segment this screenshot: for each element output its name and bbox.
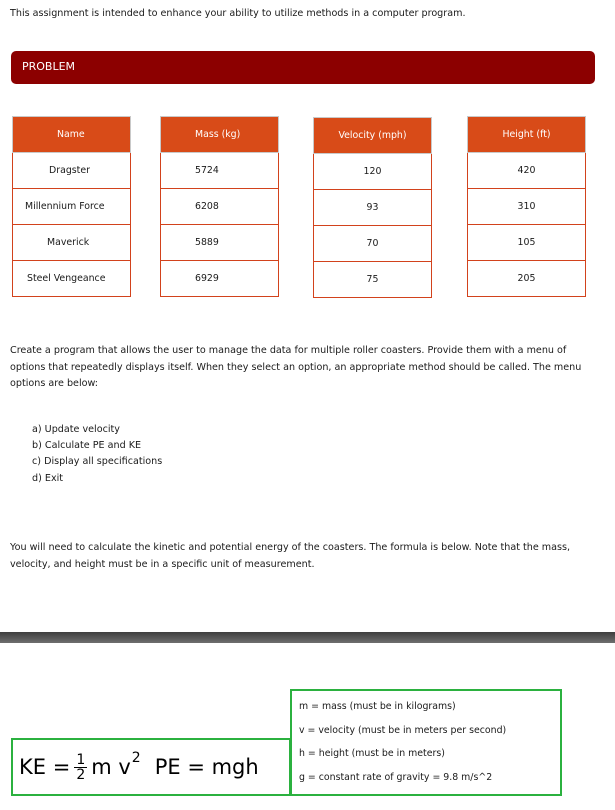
pe-formula: PE = mgh: [154, 755, 259, 779]
table-cell: Steel Vengeance: [12, 261, 131, 297]
table-cell: 75: [313, 262, 432, 298]
table-cell: Millennium Force: [12, 189, 131, 225]
page-separator: [0, 632, 615, 643]
description-paragraph: Create a program that allows the user to manage the data for multiple roller coasters. Provide them with a menu of options that repeatedly displays itself. When they select an option, an appropriate method should be called. The menu options are below:: [10, 345, 582, 389]
section-title: PROBLEM: [22, 60, 76, 73]
column-header: Name: [12, 116, 131, 153]
table-cell: 420: [467, 153, 586, 189]
variable-definition: g = constant rate of gravity = 9.8 m/s^2: [299, 771, 493, 783]
list-item: c) Display all specifications: [32, 456, 163, 468]
variable-definition: v = velocity (must be in meters per second): [299, 724, 507, 736]
list-item: b) Calculate PE and KE: [32, 440, 142, 452]
variable-definition: m = mass (must be in kilograms): [299, 701, 456, 712]
formula-box: [11, 738, 291, 796]
fraction-denominator: 2: [76, 766, 86, 783]
half-fraction: [74, 753, 87, 782]
table-cell: 105: [467, 225, 586, 261]
table-cell: 5889: [160, 225, 279, 261]
table-column-velocity: [313, 117, 432, 298]
table-column-height: [467, 116, 586, 297]
table-cell: 6208: [160, 189, 279, 225]
ke-terms: m v: [91, 755, 131, 779]
table-cell: Dragster: [12, 153, 131, 189]
table-cell: 5724: [160, 153, 279, 189]
ke-label: KE =: [19, 755, 71, 779]
intro-text: This assignment is intended to enhance your ability to utilize methods in a computer program.: [10, 8, 466, 19]
fraction-numerator: 1: [76, 751, 86, 768]
list-item: a) Update velocity: [32, 424, 120, 435]
column-header: Velocity (mph): [313, 117, 432, 154]
table-column-mass: [160, 116, 279, 297]
column-header: Mass (kg): [160, 116, 279, 153]
problem-banner: [11, 51, 595, 84]
table-cell: 120: [313, 154, 432, 190]
table-column-name: [12, 116, 131, 297]
table-cell: 93: [313, 190, 432, 226]
column-header: Height (ft): [467, 116, 586, 153]
variable-definition: h = height (must be in meters): [299, 748, 445, 759]
table-cell: 310: [467, 189, 586, 225]
exponent: 2: [131, 750, 141, 766]
table-cell: Maverick: [12, 225, 131, 261]
list-item: d) Exit: [32, 472, 64, 484]
energy-note-paragraph: You will need to calculate the kinetic and potential energy of the coasters. The formula is below. Note that the mass, velocity, and height must be in a specific unit of measurement.: [10, 542, 571, 570]
table-cell: 6929: [160, 261, 279, 297]
menu-options-list: [32, 422, 162, 487]
variables-box: [290, 689, 562, 796]
table-cell: 70: [313, 226, 432, 262]
table-cell: 205: [467, 261, 586, 297]
